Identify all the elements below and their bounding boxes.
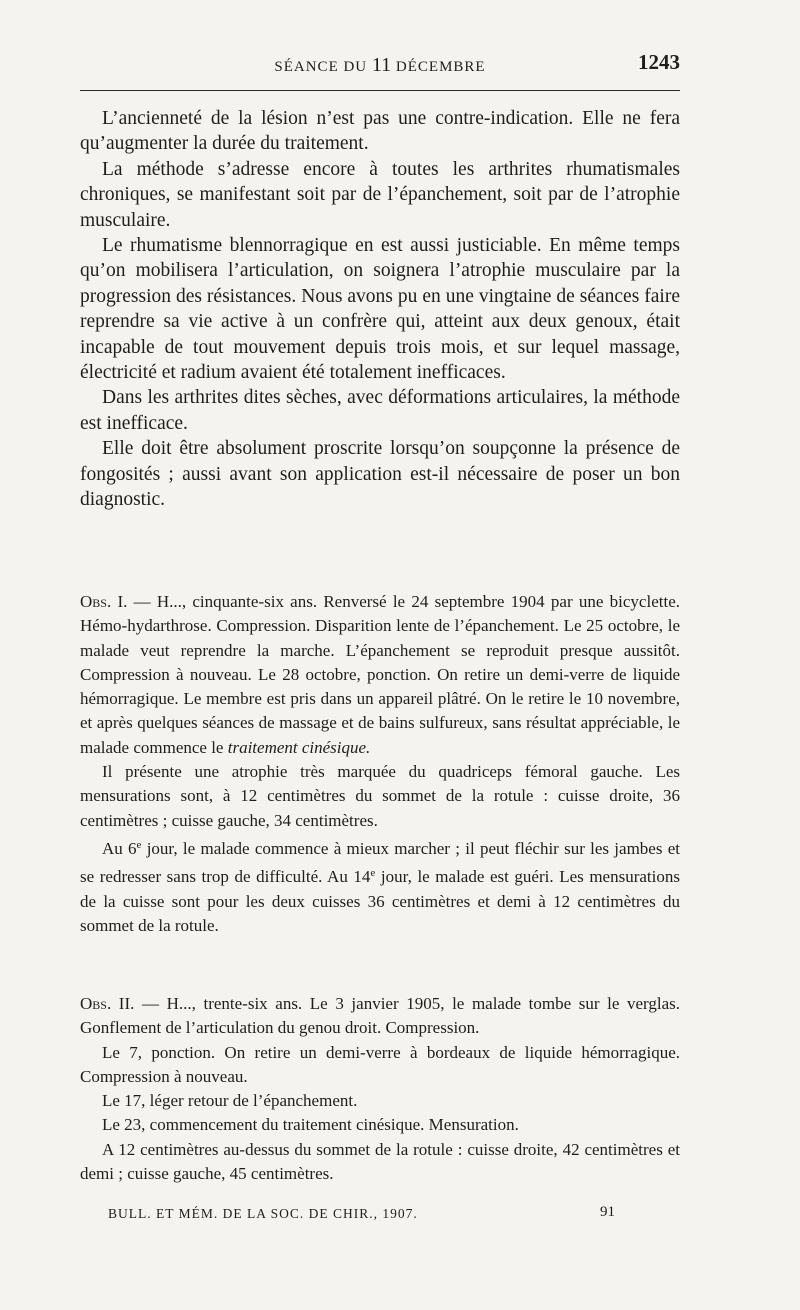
running-title-part-b: DÉCEMBRE	[391, 59, 486, 75]
paragraph: Le rhumatisme blennorragique en est aussi justiciable. En même temps qu’on mobilisera l’articulation, on soignera l’atrophie musculaire par la progression des résistances. Nous avons pu en une vingtaine de séances faire reprendre sa vie active à un confrère qui, atteint aux deux genoux, était incapable de tout mouvement depuis trois mois, et sur lequel massage, électricité et radium avaient été totalement inefficaces.	[80, 235, 680, 384]
observation-2-line: Le 17, léger retour de l’épanchement.	[102, 1091, 358, 1111]
observation-1-p3-c: jour, le malade est guéri. Les mensurations de la cuisse sont pour les deux cuisses 36 centimètres et demi à 12 centimètres du sommet de la rotule.	[80, 867, 680, 935]
observation-2	[80, 992, 680, 1186]
header-rule	[80, 90, 680, 91]
footer	[80, 1206, 680, 1230]
observation-1-intro	[80, 590, 680, 760]
observation-1-italic: traitement cinésique.	[227, 737, 371, 757]
observation-1-p2: Il présente une atrophie très marquée du quadriceps fémoral gauche. Les mensurations sont, à 12 centimètres du sommet de la rotule : cuisse droite, 36 centimètres ; cuisse gauche, 34 centimètres.	[80, 762, 680, 830]
journal-citation: BULL. ET MÉM. DE LA SOC. DE CHIR., 1907.	[108, 1206, 418, 1221]
observation-1-sup-1: e	[136, 838, 142, 851]
running-title-part-a: SÉANCE DU	[274, 59, 372, 75]
running-title-day: 11	[371, 54, 392, 76]
observation-2-line: A 12 centimètres au-dessus du sommet de la rotule : cuisse droite, 42 centimètres et demi ; cuisse gauche, 45 centimètres.	[80, 1139, 680, 1184]
observation-1-label: Obs. I.	[80, 592, 128, 611]
running-title	[80, 54, 680, 77]
observation-1-text: — H..., cinquante-six ans. Renversé le 24 septembre 1904 par une bicyclette. Hémo-hydarthrose. Compression. Disparition lente de l’épanchement. Le 25 octobre, le malade veut reprendre la marche. L’épanchement se reproduit presque aussitôt. Compression à nouveau. Le 28 octobre, ponction. On retire un demi-verre de liquide hémorragique. Le membre est pris dans un appareil plâtré. On le retire le 10 novembre, et après quelques séances de massage et de bains sulfureux, sans résultat appréciable, le malade commence le	[80, 592, 680, 757]
observation-1-p3-a: Au 6	[102, 838, 137, 858]
signature-mark: 91	[600, 1204, 615, 1220]
body-text	[80, 106, 680, 513]
paragraph: L’ancienneté de la lésion n’est pas une contre-indication. Elle ne fera qu’augmenter la durée du traitement.	[80, 108, 680, 155]
paragraph: Dans les arthrites dites sèches, avec déformations articulaires, la méthode est inefficace.	[80, 387, 680, 434]
observation-2-label: Obs. II.	[80, 994, 135, 1013]
observation-2-line: Le 7, ponction. On retire un demi-verre à bordeaux de liquide hémorragique. Compression à nouveau.	[80, 1042, 680, 1086]
observation-2-line: Le 23, commencement du traitement cinésique. Mensuration.	[102, 1115, 519, 1135]
observation-2-text: — H..., trente-six ans. Le 3 janvier 1905, le malade tombe sur le verglas. Gonflement de l’articulation du genou droit. Compression.	[80, 994, 681, 1038]
observation-1-p3-b: jour, le malade commence à mieux marcher ; il peut fléchir sur les jambes et se redresser sans trop de difficulté. Au 14	[80, 838, 680, 887]
page-number: 1243	[638, 50, 680, 74]
observation-1	[80, 590, 680, 938]
observation-2-intro	[80, 992, 680, 1041]
paragraph: Elle doit être absolument proscrite lorsqu’on soupçonne la présence de fongosités ; aussi avant son application est-il nécessaire de poser un bon diagnostic.	[80, 438, 680, 511]
observation-1-p3	[80, 833, 680, 938]
observation-1-sup-2: e	[370, 867, 376, 880]
paragraph: La méthode s’adresse encore à toutes les arthrites rhumatismales chroniques, se manifestant soit par de l’épanchement, soit par de l’atrophie musculaire.	[80, 158, 680, 231]
running-header	[80, 48, 680, 78]
